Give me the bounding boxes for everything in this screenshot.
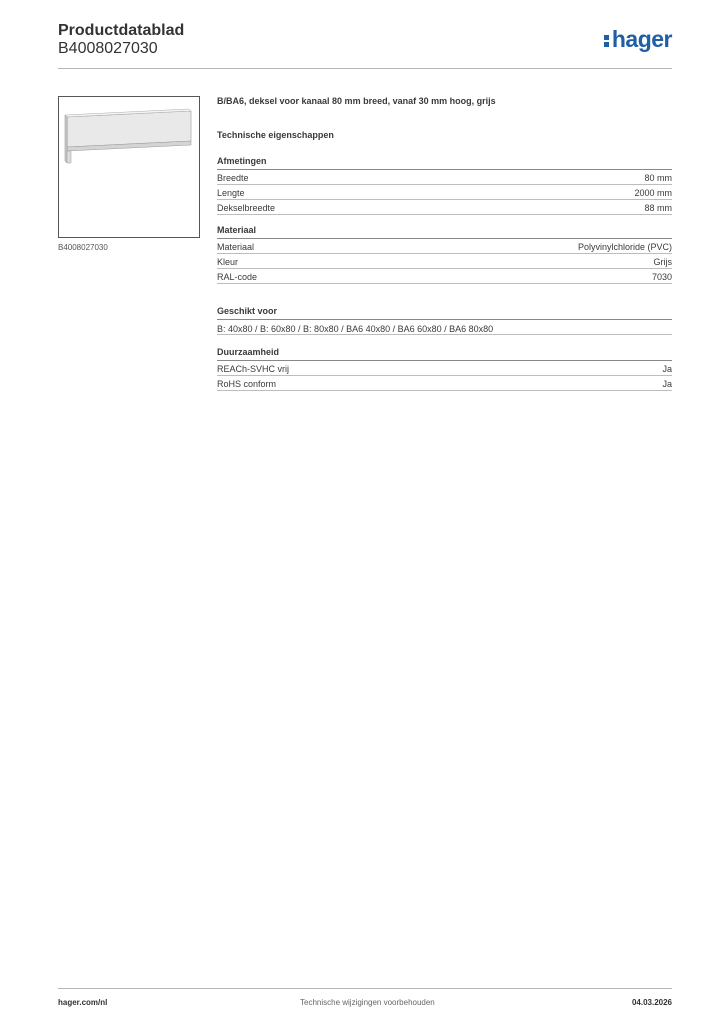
footer-date: 04.03.2026 bbox=[631, 998, 672, 1007]
spec-label: Lengte bbox=[217, 188, 245, 198]
section-title: Afmetingen bbox=[217, 156, 672, 170]
spec-value: Ja bbox=[662, 364, 672, 374]
spec-value: 80 mm bbox=[644, 173, 672, 183]
spec-value: Polyvinylchloride (PVC) bbox=[577, 242, 672, 252]
spec-label: Breedte bbox=[217, 173, 249, 183]
section-title: Duurzaamheid bbox=[217, 347, 672, 361]
spec-row bbox=[217, 185, 672, 200]
compatible-list bbox=[217, 320, 672, 335]
footer-notice: Technische wijzigingen voorbehouden bbox=[300, 998, 435, 1007]
spec-value: 7030 bbox=[651, 272, 672, 282]
product-code: B4008027030 bbox=[58, 40, 158, 57]
tech-heading: Technische eigenschappen bbox=[217, 130, 334, 140]
spec-row bbox=[217, 200, 672, 215]
section-materiaal bbox=[217, 225, 672, 284]
spec-row bbox=[217, 376, 672, 391]
spec-label: RoHS conform bbox=[217, 379, 277, 389]
spec-content bbox=[217, 96, 672, 391]
spec-row bbox=[217, 239, 672, 254]
compatible-text: B: 40x80 / B: 60x80 / B: 80x80 / BA6 40x80 / BA6 60x80 / BA6 80x80 bbox=[217, 324, 494, 334]
header-divider bbox=[58, 68, 672, 69]
spec-row bbox=[217, 170, 672, 185]
spec-label: Materiaal bbox=[217, 242, 255, 252]
hager-logo bbox=[604, 26, 672, 53]
image-caption: B4008027030 bbox=[58, 243, 108, 252]
page-header bbox=[58, 22, 672, 68]
spec-label: RAL-code bbox=[217, 272, 258, 282]
section-duurzaamheid bbox=[217, 347, 672, 391]
spec-label: Kleur bbox=[217, 257, 239, 267]
page-title: Productdatablad bbox=[58, 22, 185, 39]
spec-label: Dekselbreedte bbox=[217, 203, 276, 213]
spec-row bbox=[217, 361, 672, 376]
spec-value: Grijs bbox=[653, 257, 672, 267]
logo-colon-icon bbox=[604, 34, 610, 48]
section-title: Geschikt voor bbox=[217, 306, 672, 320]
spec-row bbox=[217, 254, 672, 269]
spec-label: REACh-SVHC vrij bbox=[217, 364, 290, 374]
section-title: Materiaal bbox=[217, 225, 672, 239]
footer-website-link[interactable]: hager.com/nl bbox=[58, 998, 108, 1007]
section-geschikt-voor bbox=[217, 306, 672, 335]
spec-value: 2000 mm bbox=[634, 188, 672, 198]
logo-text: hager bbox=[611, 26, 672, 52]
spec-row bbox=[217, 269, 672, 284]
footer-divider bbox=[58, 988, 672, 989]
section-afmetingen bbox=[217, 156, 672, 215]
spec-value: Ja bbox=[662, 379, 672, 389]
product-description: B/BA6, deksel voor kanaal 80 mm breed, vanaf 30 mm hoog, grijs bbox=[217, 96, 496, 106]
product-image bbox=[58, 96, 200, 238]
spec-value: 88 mm bbox=[644, 203, 672, 213]
cable-duct-cover-icon bbox=[59, 97, 199, 237]
